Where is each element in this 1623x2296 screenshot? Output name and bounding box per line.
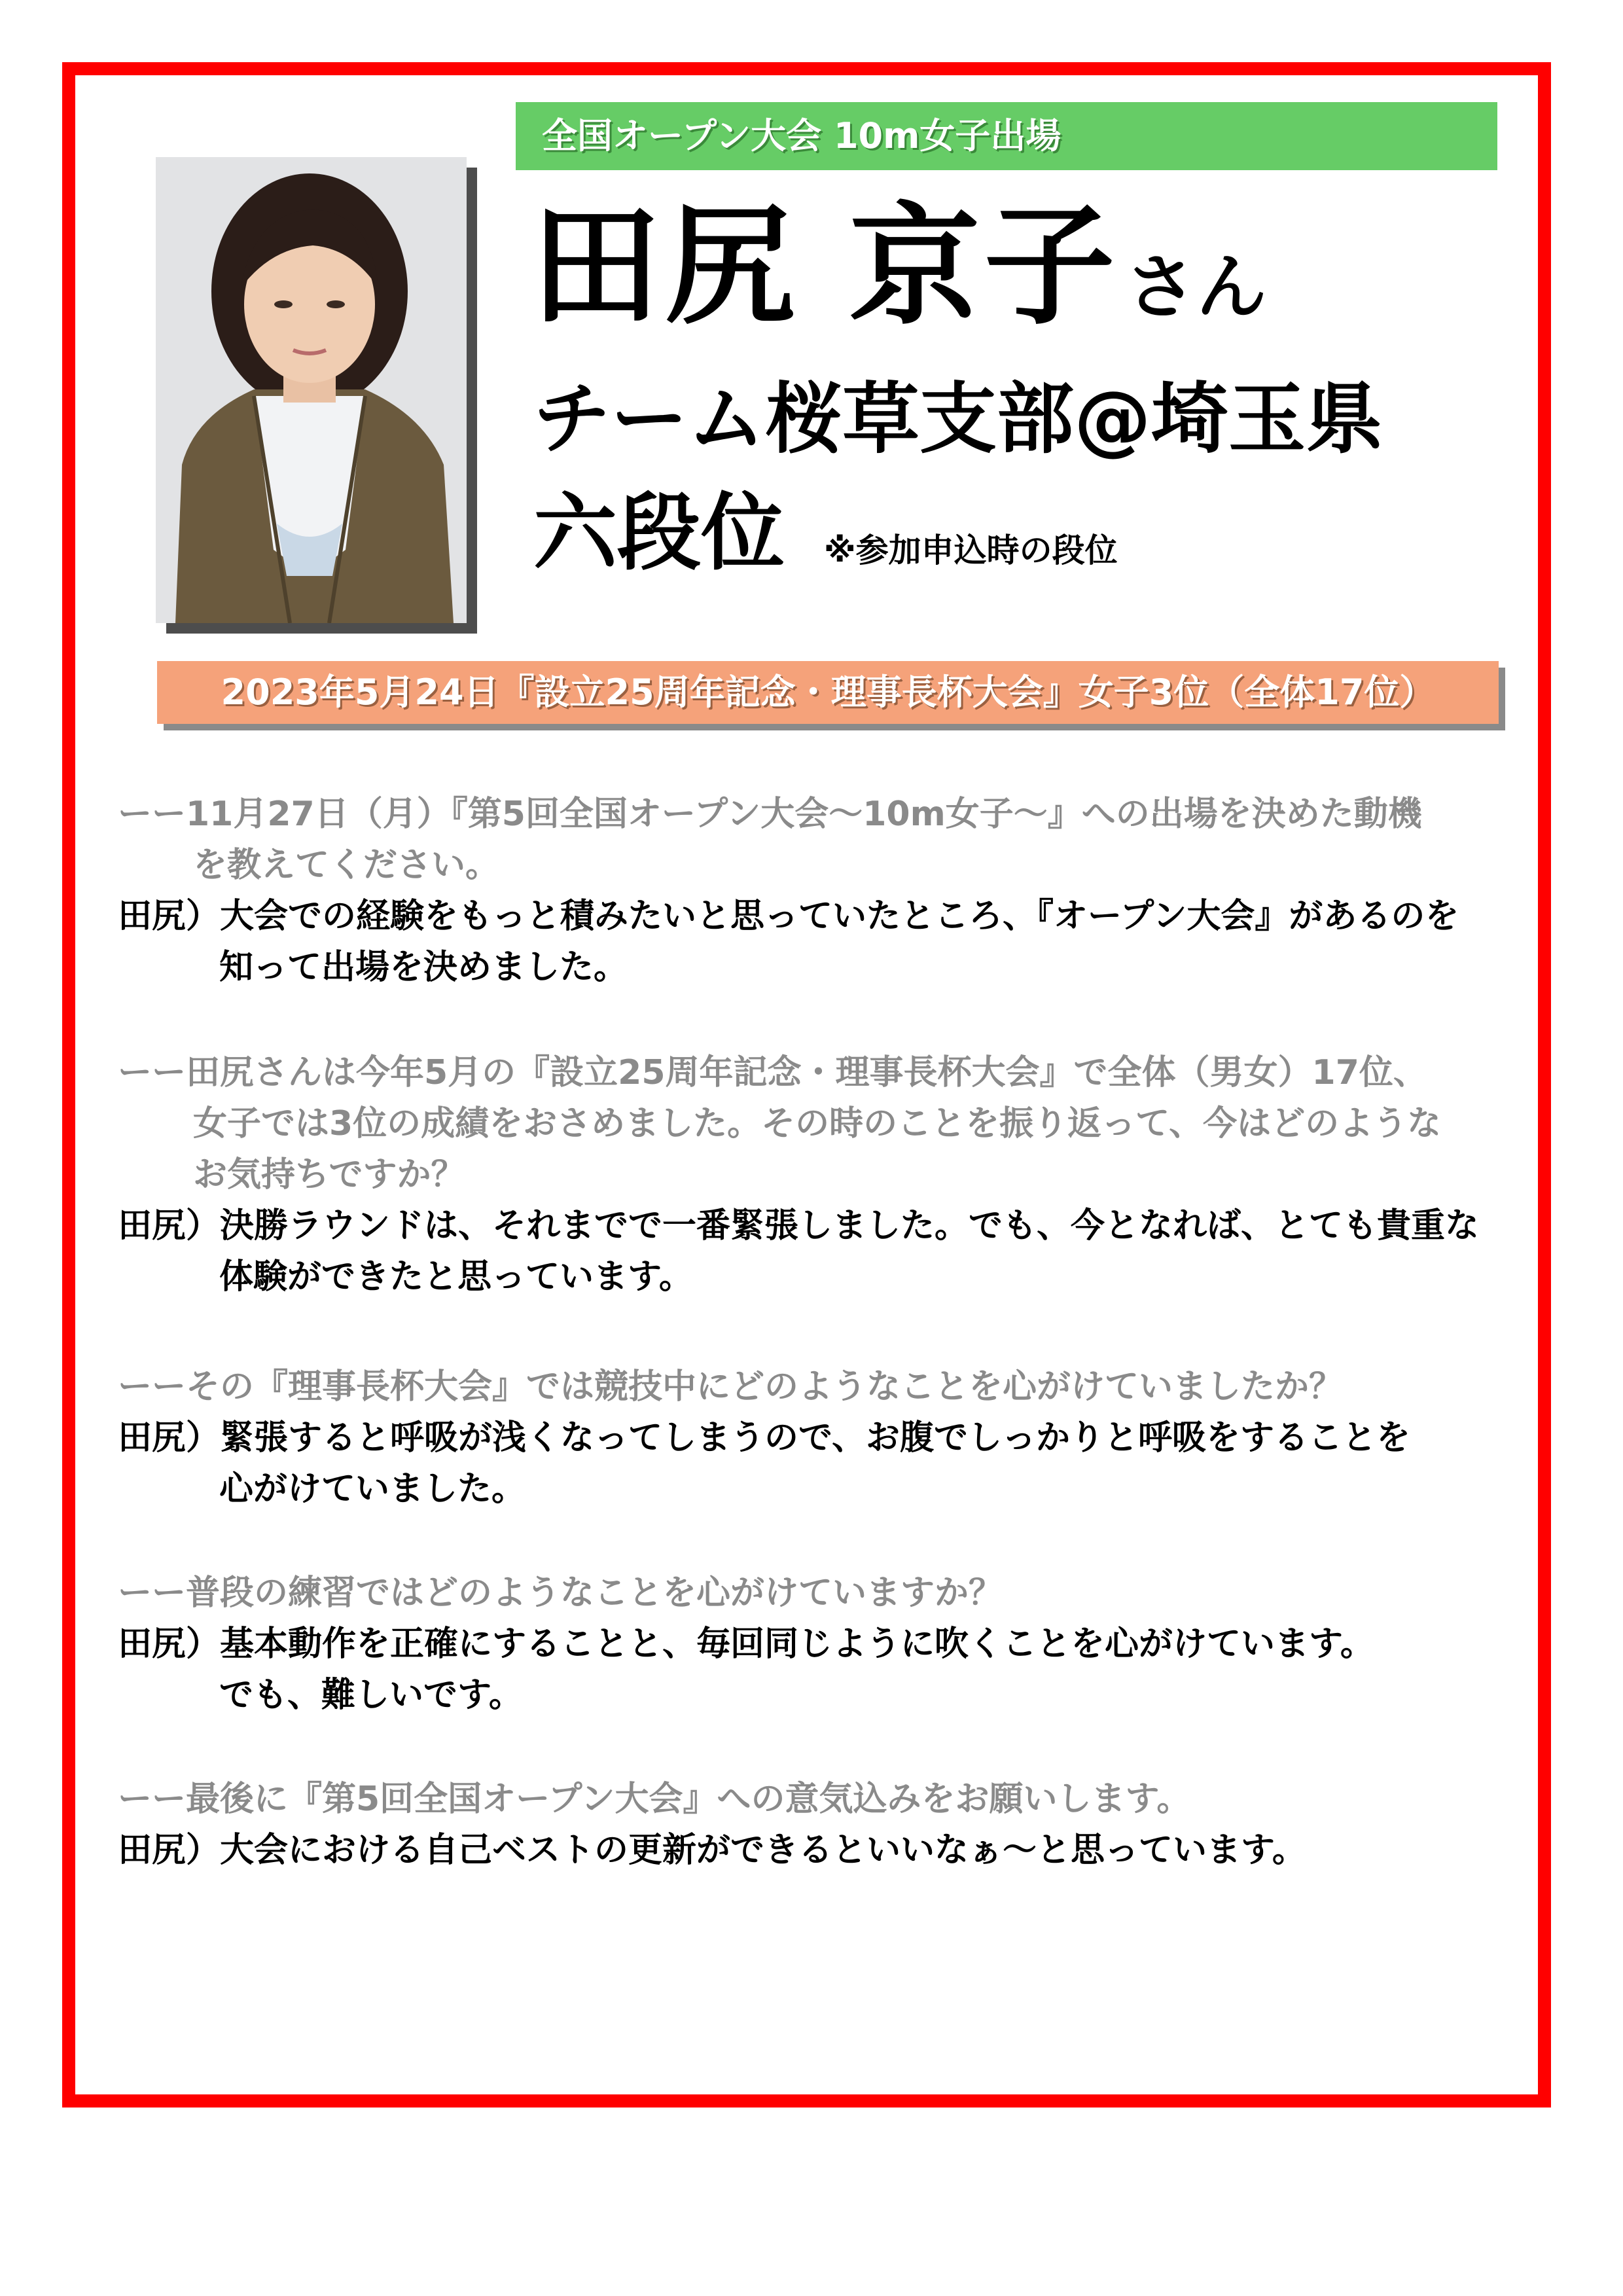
achievement-banner: 2023年5月24日『設立25周年記念・理事長杯大会』女子3位（全体17位） bbox=[157, 661, 1499, 724]
question-line: ーーその『理事長杯大会』では競技中にどのようなことを心がけていましたか？ bbox=[118, 1367, 1344, 1407]
question-line: ーー普段の練習ではどのようなことを心がけていますか？ bbox=[118, 1573, 1003, 1613]
rank-line bbox=[533, 484, 1118, 583]
qa-block-5 bbox=[118, 1774, 1505, 1876]
question-line: を教えてください。 bbox=[193, 846, 500, 885]
qa-block-2 bbox=[118, 1047, 1505, 1302]
portrait-photo bbox=[156, 157, 467, 623]
answer-line: 心がけていました。 bbox=[219, 1469, 526, 1509]
answer-line: 知って出場を決めました。 bbox=[219, 948, 628, 987]
qa-block-3 bbox=[118, 1361, 1505, 1515]
qa-block-1 bbox=[118, 789, 1505, 993]
answer-line: 田尻）決勝ラウンドは、それまでで一番緊張しました。でも、今となれば、とても貴重な bbox=[118, 1206, 1480, 1246]
answer-line: 田尻）基本動作を正確にすることと、毎回同じように吹くことを心がけています。 bbox=[118, 1624, 1374, 1664]
qa-block-4 bbox=[118, 1568, 1505, 1721]
event-banner: 全国オープン大会 10m女子出場 bbox=[516, 102, 1497, 170]
team-name: チーム桜草支部@埼玉県 bbox=[533, 374, 1383, 464]
question-line: お気持ちですか？ bbox=[193, 1155, 465, 1194]
answer-line: 田尻）大会での経験をもっと積みたいと思っていたところ、『オープン大会』があるのを bbox=[118, 897, 1459, 936]
question-line: ーー田尻さんは今年5月の『設立25周年記念・理事長杯大会』で全体（男女）17位、 bbox=[118, 1053, 1427, 1092]
question-line: ーー11月27日（月）『第5回全国オープン大会〜10m女子〜』への出場を決めた動機 bbox=[118, 795, 1422, 834]
rank-note: ※参加申込時の段位 bbox=[824, 531, 1118, 569]
answer-line: でも、難しいです。 bbox=[219, 1676, 523, 1715]
answer-line: 田尻）緊張すると呼吸が浅くなってしまうので、お腹でしっかりと呼吸をすることを bbox=[118, 1418, 1410, 1458]
question-line: ーー最後に『第5回全国オープン大会』への意気込みをお願いします。 bbox=[118, 1780, 1191, 1819]
rank: 六段位 bbox=[533, 484, 785, 582]
participant-name-line bbox=[530, 190, 1267, 343]
answer-line: 体験ができたと思っています。 bbox=[219, 1257, 693, 1297]
answer-line: 田尻）大会における自己ベストの更新ができるといいなぁ〜と思っています。 bbox=[118, 1831, 1306, 1870]
question-line: 女子では3位の成績をおさめました。その時のことを振り返って、今はどのような bbox=[193, 1104, 1442, 1143]
honorific: さん bbox=[1125, 247, 1267, 329]
participant-name: 田尻 京子 bbox=[530, 190, 1119, 343]
